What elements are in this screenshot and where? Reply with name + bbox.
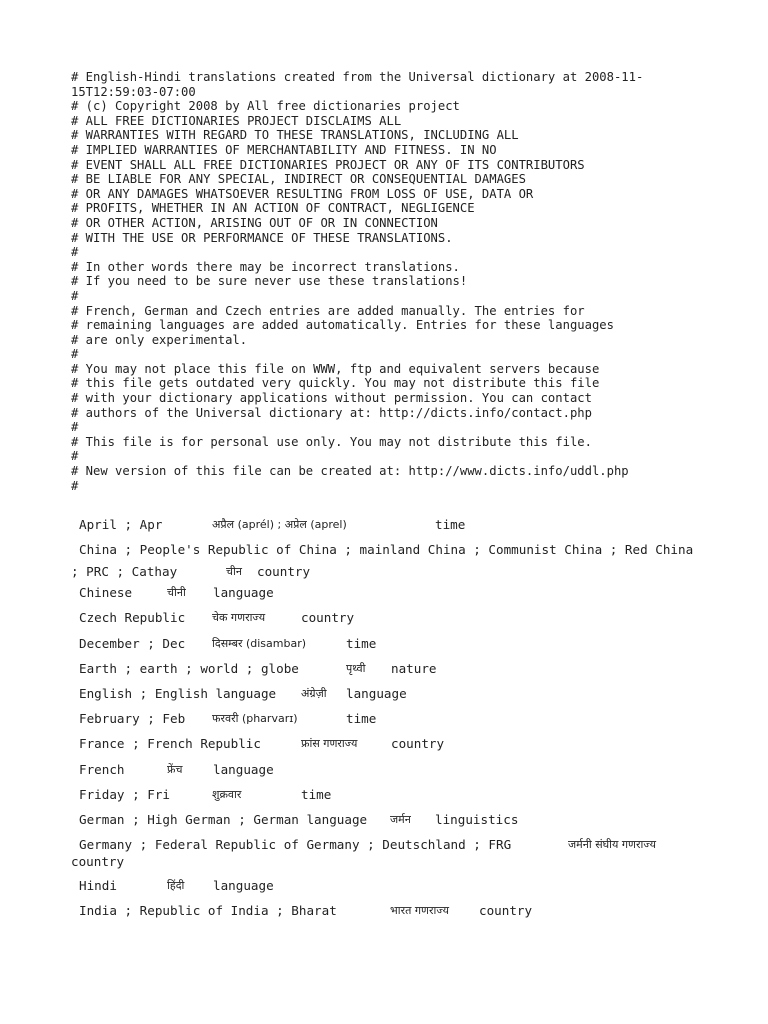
entry-category: linguistics (435, 811, 519, 827)
entry-english: December ; Dec (79, 635, 186, 651)
license-header (71, 70, 691, 493)
entry-english: Hindi (79, 878, 117, 894)
entry-english: Earth ; earth ; world ; globe (79, 660, 299, 676)
header-line: # You may not place this file on WWW, ftp and equivalent servers because (71, 361, 600, 376)
header-line: # (71, 288, 79, 303)
entry-category: country (71, 854, 125, 870)
dictionary-entry (0, 635, 768, 660)
header-line: # (71, 449, 79, 464)
entry-category: nature (391, 660, 437, 676)
dictionary-entry (0, 685, 768, 710)
entry-english: Chinese (79, 585, 133, 601)
dictionary-entry (0, 761, 768, 786)
entry-english: Czech Republic (79, 610, 186, 626)
dictionary-entry (0, 609, 768, 634)
dictionary-entries (0, 516, 768, 927)
entry-category: language (213, 585, 274, 601)
header-line: # this file gets outdated very quickly. You may not distribute this file (71, 376, 600, 391)
entry-category: language (213, 878, 274, 894)
entry-english: French (79, 761, 125, 777)
entry-hindi: फ्रांस गणराज्य (301, 737, 358, 751)
entry-hindi: हिंदी (167, 879, 185, 893)
entry-category: language (213, 761, 274, 777)
dictionary-entry (0, 786, 768, 811)
entry-english: February ; Feb (79, 711, 186, 727)
header-line: # are only experimental. (71, 332, 248, 347)
dictionary-entry (0, 541, 768, 584)
header-line: # IMPLIED WARRANTIES OF MERCHANTABILITY AND FITNESS. IN NO (71, 142, 497, 157)
entry-category: time (301, 786, 332, 802)
entry-category: language (346, 685, 407, 701)
entry-category: time (346, 635, 377, 651)
header-line: # (c) Copyright 2008 by All free dictionaries project (71, 99, 460, 114)
entry-english: India ; Republic of India ; Bharat (79, 903, 337, 919)
header-line: # authors of the Universal dictionary at: http://dicts.info/contact.php (71, 405, 592, 420)
header-line: # remaining languages are added automatically. Entries for these languages (71, 318, 614, 333)
entry-english: France ; French Republic (79, 736, 261, 752)
entry-category: country (479, 903, 533, 919)
header-line: # WARRANTIES WITH REGARD TO THESE TRANSLATIONS, INCLUDING ALL (71, 128, 519, 143)
entry-hindi: दिसम्बर (disambar) (212, 636, 307, 650)
dictionary-entry (0, 877, 768, 902)
header-line: # EVENT SHALL ALL FREE DICTIONARIES PROJECT OR ANY OF ITS CONTRIBUTORS (71, 157, 585, 172)
header-line: # If you need to be sure never use these translations! (71, 274, 468, 289)
dictionary-entry (0, 516, 768, 541)
dictionary-entry (0, 811, 768, 836)
entry-hindi: जर्मनी संघीय गणराज्य (568, 838, 657, 852)
header-line: # OR ANY DAMAGES WHATSOEVER RESULTING FROM LOSS OF USE, DATA OR (71, 186, 534, 201)
entry-hindi: चीनी (167, 586, 186, 600)
entry-hindi: अंग्रेज़ी (301, 686, 327, 700)
header-line: # (71, 420, 79, 435)
header-line: # WITH THE USE OR PERFORMANCE OF THESE TRANSLATIONS. (71, 230, 453, 245)
dictionary-entry (0, 836, 768, 877)
entry-hindi: फ्रेंच (167, 762, 183, 776)
dictionary-entry (0, 735, 768, 760)
entry-hindi: अप्रैल (aprél) ; अप्रेल (aprel) (212, 518, 347, 531)
header-line: 15T12:59:03-07:00 (71, 84, 196, 99)
dictionary-entry (0, 710, 768, 735)
entry-hindi: जर्मन (390, 812, 411, 826)
header-line: # with your dictionary applications without permission. You can contact (71, 391, 592, 406)
header-line: # (71, 347, 79, 362)
entry-hindi: चेक गणराज्य (212, 611, 266, 625)
header-line: # New version of this file can be created at: http://www.dicts.info/uddl.php (71, 464, 629, 479)
entry-hindi: पृथ्वी (346, 661, 366, 675)
entry-english: English ; English language (79, 685, 277, 701)
entry-english: Friday ; Fri (79, 786, 170, 802)
header-line: # This file is for personal use only. You may not distribute this file. (71, 434, 592, 449)
header-line: # BE LIABLE FOR ANY SPECIAL, INDIRECT OR CONSEQUENTIAL DAMAGES (71, 172, 526, 187)
header-line: # In other words there may be incorrect translations. (71, 259, 460, 274)
entry-english: China ; People's Republic of China ; mainland China ; Communist China ; Red China (79, 542, 694, 558)
header-line: # (71, 478, 79, 493)
header-line: # French, German and Czech entries are added manually. The entries for (71, 303, 585, 318)
header-line: # OR OTHER ACTION, ARISING OUT OF OR IN CONNECTION (71, 215, 438, 230)
header-line: # ALL FREE DICTIONARIES PROJECT DISCLAIMS ALL (71, 113, 402, 128)
dictionary-entry (0, 660, 768, 685)
entry-category: time (435, 517, 466, 532)
header-line: # English-Hindi translations created from the Universal dictionary at 2008-11- (71, 70, 644, 84)
entry-category: country (391, 736, 445, 752)
header-line: # PROFITS, WHETHER IN AN ACTION OF CONTRACT, NEGLIGENCE (71, 201, 475, 216)
entry-english: April ; Apr (79, 517, 163, 532)
entry-hindi: चीन (226, 565, 242, 579)
dictionary-entry (0, 584, 768, 609)
entry-hindi: भारत गणराज्य (390, 904, 450, 918)
entry-category: time (346, 711, 377, 727)
entry-category: country (257, 564, 311, 580)
header-line: # (71, 245, 79, 260)
dictionary-entry (0, 902, 768, 927)
entry-hindi: शुक्रवार (212, 787, 242, 801)
entry-category: country (301, 610, 355, 626)
entry-hindi: फरवरी (pharvarɪ) (212, 712, 298, 726)
entry-english: German ; High German ; German language (79, 811, 368, 827)
entry-english-continued: ; PRC ; Cathay (71, 564, 178, 580)
entry-english: Germany ; Federal Republic of Germany ; Deutschland ; FRG (79, 837, 512, 853)
